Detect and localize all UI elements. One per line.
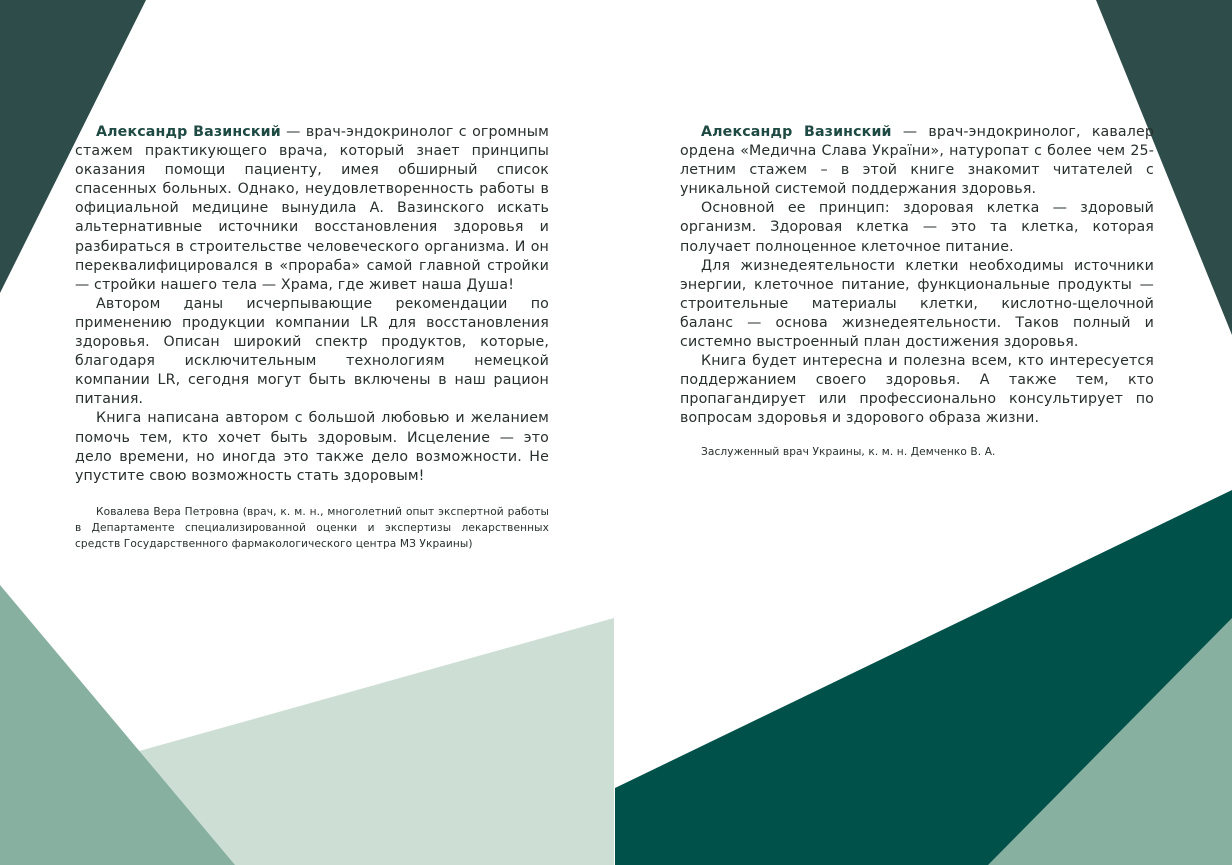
right-paragraph-3: Для жизнедеятельности клетки необходимы источники энергии, клеточное питание, функциональные продукты — строительные материалы клетки, кислотно-щелочной баланс — основа жизнедеятельности. Таков полный и системно выстроенный план достижения здоровья. — [680, 257, 1154, 351]
right-review-attribution: Заслуженный врач Украины, к. м. н. Демченко В. А. — [701, 445, 996, 458]
left-review-attribution: Ковалева Вера Петровна (врач, к. м. н., многолетний опыт экспертной работы в Департаменте специализированной оценки и экспертизы лекарственных средств Государственного фармакологического центра МЗ Украины) — [75, 505, 549, 550]
left-paragraph-1 — [75, 123, 549, 295]
right-paragraph-2: Основной ее принцип: здоровая клетка — здоровый организм. Здоровая клетка — это та клетка, которая получает полноценное клеточное питание. — [680, 200, 1154, 255]
right-paragraph-1-text: — врач-эндокринолог, кавалер ордена «Медична Слава України», натуропат с более чем 25-летним стажем – в этой книге знакомит читателей с уникальной системой поддержания здоровья. — [680, 124, 1154, 198]
author-name: Александр Вазинский — [96, 124, 281, 140]
right-paragraph-1 — [680, 123, 1154, 199]
bottom-left-mid-triangle — [0, 585, 235, 865]
author-name: Александр Вазинский — [701, 124, 892, 140]
left-paragraph-3: Книга написана автором с большой любовью и желанием помочь тем, кто хочет быть здоровым. Исцеление — это дело времени, но иногда это также дело возможности. Не упустите свою возможность стать здоровым! — [75, 410, 549, 484]
right-page-text — [680, 123, 1154, 460]
right-paragraph-4: Книга будет интересна и полезна всем, кто интересуется поддержанием своего здоровья. А также тем, кто пропагандирует или профессионально консультирует по вопросам здоровья и здорового образа жизни. — [680, 353, 1154, 427]
left-paragraph-2: Автором даны исчерпывающие рекомендации по применению продукции компании LR для восстановления здоровья. Описан широкий спектр продуктов, которые, благодаря исключительным технологиям немецкой компании LR, сегодня могут быть включены в наш рацион питания. — [75, 295, 549, 408]
left-page-text — [75, 123, 549, 552]
left-paragraph-1-text: — врач-эндокринолог с огромным стажем практикующего врача, который знает принципы оказания помощи пациенту, имея обширный список спасенных больных. Однако, неудовлетворенность работы в официальной медицине вынудила А. Вазинского искать альтернативные источники восстановления здоровья и разбираться в строительстве человеческого организма. И он переквалифицировался в «прораба» самой главной стройки — стройки нашего тела — Храма, где живет наша Душа! — [75, 124, 549, 293]
